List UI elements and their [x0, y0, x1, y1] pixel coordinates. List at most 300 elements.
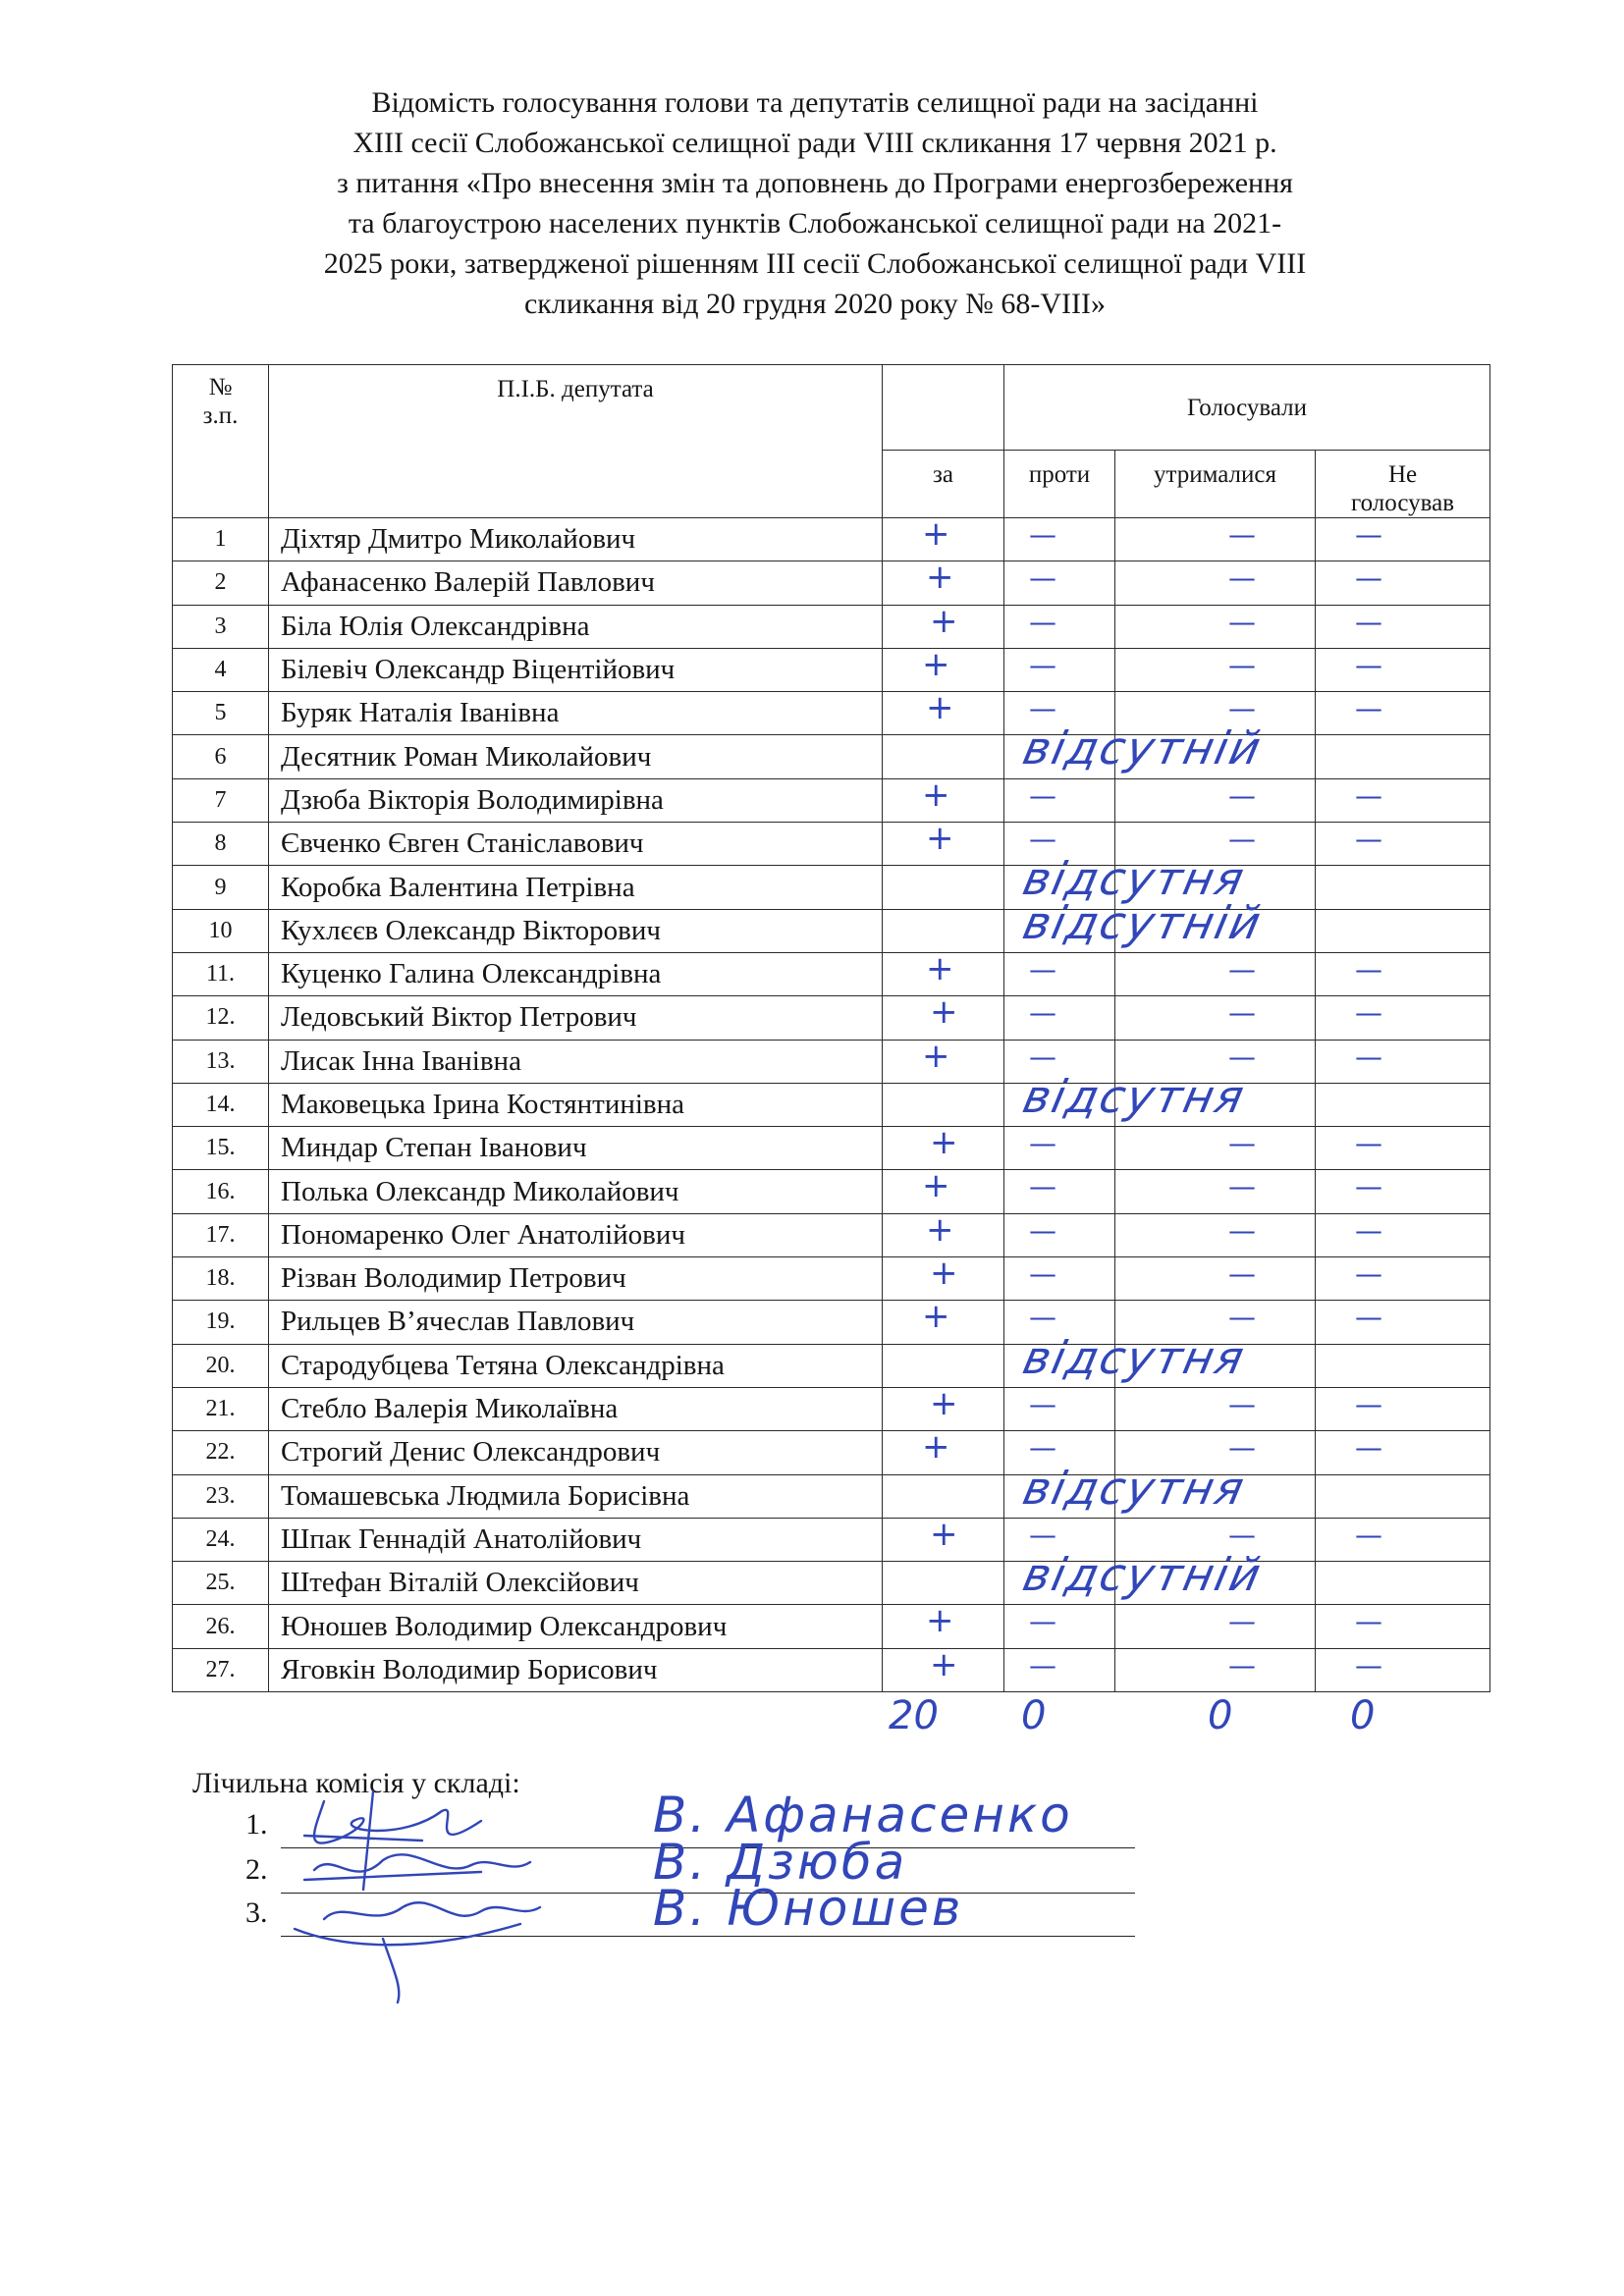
handwritten-dash-mark: — — [1029, 1518, 1056, 1551]
handwritten-plus-mark: + — [930, 1648, 958, 1684]
deputy-name: Строгий Денис Олександрович — [269, 1431, 883, 1474]
row-number: 18. — [173, 1257, 269, 1301]
handwritten-dash-mark: — — [1355, 605, 1382, 638]
vote-abstain-cell — [1115, 735, 1316, 778]
title-line: та благоустрою населених пунктів Слобожанської селищної ради на 2021- — [348, 207, 1282, 240]
vote-novote-cell — [1316, 996, 1490, 1040]
title-line: 2025 роки, затвердженої рішенням III сесії Слобожанської селищної ради VIII — [323, 247, 1307, 280]
handwritten-dash-mark: — — [1029, 1040, 1056, 1073]
handwritten-dash-mark: — — [1355, 561, 1382, 595]
vote-novote-cell — [1316, 1605, 1490, 1648]
vote-against-cell — [1004, 1387, 1115, 1430]
handwritten-dash-mark: — — [1355, 1170, 1382, 1203]
handwritten-plus-mark: + — [926, 691, 954, 728]
handwritten-dash-mark: — — [1228, 823, 1256, 856]
handwritten-dash-mark: — — [1029, 952, 1056, 986]
commission-number: 3. — [245, 1896, 268, 1929]
signature-1-stroke — [304, 1791, 422, 1890]
vote-against-cell — [1004, 1548, 1268, 1605]
table-row — [173, 866, 1490, 909]
handwritten-dash-mark: — — [1228, 1170, 1256, 1203]
deputy-name: Євченко Євген Станіславович — [269, 823, 883, 866]
handwritten-dash-mark: — — [1029, 1648, 1056, 1682]
handwritten-dash-mark: — — [1228, 952, 1256, 986]
deputy-name: Шпак Геннадій Анатолійович — [269, 1518, 883, 1561]
handwritten-plus-mark: + — [926, 561, 954, 598]
vote-against-cell — [1004, 648, 1115, 691]
vote-against-cell — [1004, 895, 1268, 952]
vote-novote-cell — [1316, 1518, 1490, 1561]
vote-abstain-cell — [1115, 1474, 1316, 1518]
table-row — [173, 1474, 1490, 1518]
handwritten-dash-mark: — — [1228, 1301, 1256, 1334]
vote-for-cell — [883, 561, 1004, 605]
commission-number: 1. — [245, 1808, 268, 1841]
handwritten-absent-note: відсутня — [1018, 1069, 1251, 1123]
commission-member-name: В. Юношев — [653, 1880, 964, 1937]
vote-against-cell — [1004, 996, 1115, 1040]
handwritten-plus-mark: + — [922, 648, 950, 684]
vote-novote-cell — [1316, 561, 1490, 605]
handwritten-dash-mark: — — [1029, 1213, 1056, 1247]
vote-novote-cell — [1316, 692, 1490, 735]
row-number: 3 — [173, 605, 269, 648]
title-line: Відомість голосування голови та депутатів селищної ради на засіданні — [371, 86, 1259, 119]
row-number: 22. — [173, 1431, 269, 1474]
vote-for-cell — [883, 605, 1004, 648]
vote-for-cell — [883, 1474, 1004, 1518]
handwritten-dash-mark: — — [1228, 1387, 1256, 1420]
vote-against-cell — [1004, 952, 1115, 995]
row-number: 9 — [173, 866, 269, 909]
handwritten-absent-note: відсутній — [1018, 1548, 1268, 1602]
vote-abstain-cell — [1115, 605, 1316, 648]
vote-for-cell — [883, 823, 1004, 866]
row-number: 13. — [173, 1040, 269, 1083]
vote-for-cell — [883, 778, 1004, 822]
vote-for-cell — [883, 692, 1004, 735]
vote-against-cell — [1004, 721, 1268, 778]
handwritten-dash-mark: — — [1228, 692, 1256, 725]
row-number: 21. — [173, 1387, 269, 1430]
deputy-name: Стебло Валерія Миколаївна — [269, 1387, 883, 1430]
deputy-name: Томашевська Людмила Борисівна — [269, 1474, 883, 1518]
vote-novote-cell — [1316, 909, 1490, 952]
header-number-symbol: № — [208, 374, 233, 400]
table-row — [173, 952, 1490, 995]
table-row — [173, 1344, 1490, 1387]
handwritten-dash-mark: — — [1355, 648, 1382, 681]
vote-for-cell — [883, 952, 1004, 995]
table-row — [173, 605, 1490, 648]
commission-label: Лічильна комісія у складі: — [192, 1767, 520, 1799]
handwritten-dash-mark: — — [1029, 518, 1056, 551]
vote-novote-cell — [1316, 1648, 1490, 1691]
row-number: 14. — [173, 1083, 269, 1126]
header-for: за — [883, 451, 1004, 518]
handwritten-plus-mark: + — [930, 1387, 958, 1423]
vote-against-cell — [1004, 1330, 1251, 1387]
header-novote — [1316, 451, 1490, 518]
handwritten-absent-note: відсутній — [1018, 895, 1268, 949]
handwritten-dash-mark: — — [1355, 1127, 1382, 1160]
vote-abstain-cell — [1115, 1170, 1316, 1213]
row-number: 8 — [173, 823, 269, 866]
deputy-name: Афанасенко Валерій Павлович — [269, 561, 883, 605]
vote-novote-cell — [1316, 866, 1490, 909]
deputy-name: Десятник Роман Миколайович — [269, 735, 883, 778]
table-row — [173, 518, 1490, 561]
handwritten-absent-note: відсутня — [1018, 1330, 1251, 1384]
vote-for-cell — [883, 1040, 1004, 1083]
table-row — [173, 1387, 1490, 1430]
table-row — [173, 909, 1490, 952]
handwritten-dash-mark: — — [1355, 1431, 1382, 1465]
vote-for-cell — [883, 996, 1004, 1040]
table-row — [173, 1648, 1490, 1691]
deputy-name: Стародубцева Тетяна Олександрівна — [269, 1344, 883, 1387]
table-row — [173, 1562, 1490, 1605]
deputy-name: Білевіч Олександр Віцентійович — [269, 648, 883, 691]
table-row — [173, 778, 1490, 822]
vote-novote-cell — [1316, 1344, 1490, 1387]
handwritten-dash-mark: — — [1228, 996, 1256, 1030]
handwritten-dash-mark: — — [1228, 561, 1256, 595]
commission-member-name: В. Афанасенко — [653, 1787, 1073, 1843]
vote-abstain-cell — [1115, 778, 1316, 822]
handwritten-dash-mark: — — [1029, 1431, 1056, 1465]
handwritten-dash-mark: — — [1355, 1387, 1382, 1420]
row-number: 11. — [173, 952, 269, 995]
row-number: 24. — [173, 1518, 269, 1561]
header-blank — [883, 365, 1004, 451]
handwritten-plus-mark: + — [922, 1040, 950, 1076]
row-number: 20. — [173, 1344, 269, 1387]
table-row — [173, 1083, 1490, 1126]
vote-novote-cell — [1316, 1474, 1490, 1518]
row-number: 25. — [173, 1562, 269, 1605]
handwritten-dash-mark: — — [1228, 1431, 1256, 1465]
vote-novote-cell — [1316, 605, 1490, 648]
vote-novote-cell — [1316, 778, 1490, 822]
handwritten-dash-mark: — — [1228, 648, 1256, 681]
signature-2-stroke — [314, 1854, 530, 1871]
handwritten-plus-mark: + — [930, 1518, 958, 1554]
handwritten-dash-mark: — — [1029, 1170, 1056, 1203]
handwritten-dash-mark: — — [1029, 1127, 1056, 1160]
row-number: 27. — [173, 1648, 269, 1691]
vote-novote-cell — [1316, 1040, 1490, 1083]
vote-abstain-cell — [1115, 648, 1316, 691]
vote-novote-cell — [1316, 735, 1490, 778]
vote-against-cell — [1004, 1648, 1115, 1691]
handwritten-plus-mark: + — [926, 1213, 954, 1250]
commission-member-name: В. Дзюба — [653, 1834, 908, 1891]
vote-novote-cell — [1316, 1387, 1490, 1430]
handwritten-dash-mark: — — [1029, 1605, 1056, 1638]
commission-number: 2. — [245, 1853, 268, 1886]
handwritten-dash-mark: — — [1228, 1127, 1256, 1160]
row-number: 5 — [173, 692, 269, 735]
handwritten-dash-mark: — — [1029, 778, 1056, 812]
handwritten-plus-mark: + — [930, 1126, 958, 1163]
vote-against-cell — [1004, 1257, 1115, 1301]
vote-novote-cell — [1316, 518, 1490, 561]
deputy-name: Миндар Степан Іванович — [269, 1127, 883, 1170]
document-title — [177, 82, 1453, 324]
vote-for-cell — [883, 1257, 1004, 1301]
vote-for-cell — [883, 1431, 1004, 1474]
vote-abstain-cell — [1115, 1387, 1316, 1430]
vote-against-cell — [1004, 1127, 1115, 1170]
vote-novote-cell — [1316, 1301, 1490, 1344]
handwritten-dash-mark: — — [1355, 1213, 1382, 1247]
handwritten-dash-mark: — — [1228, 1257, 1256, 1291]
vote-novote-cell — [1316, 1213, 1490, 1256]
voting-table-body — [173, 518, 1490, 1692]
vote-for-cell — [883, 1344, 1004, 1387]
vote-for-cell — [883, 1648, 1004, 1691]
vote-for-cell — [883, 1605, 1004, 1648]
vote-novote-cell — [1316, 1127, 1490, 1170]
handwritten-dash-mark: — — [1228, 605, 1256, 638]
header-abstain: утрималися — [1115, 451, 1316, 518]
header-number — [173, 365, 269, 518]
deputy-name: Ледовський Віктор Петрович — [269, 996, 883, 1040]
handwritten-plus-mark: + — [930, 605, 958, 641]
handwritten-dash-mark: — — [1228, 1040, 1256, 1073]
handwritten-absent-note: відсутня — [1018, 852, 1251, 906]
handwritten-plus-mark: + — [926, 822, 954, 859]
vote-novote-cell — [1316, 1170, 1490, 1213]
table-row — [173, 735, 1490, 778]
signature-1-stroke — [314, 1801, 481, 1843]
vote-abstain-cell — [1115, 1127, 1316, 1170]
total-for: 20 — [889, 1693, 939, 1738]
row-number: 15. — [173, 1127, 269, 1170]
header-novote-line1: Не — [1387, 461, 1418, 488]
table-row — [173, 648, 1490, 691]
total-against: 0 — [1021, 1693, 1047, 1738]
deputy-name: Різван Володимир Петрович — [269, 1257, 883, 1301]
vote-abstain-cell — [1115, 1344, 1316, 1387]
handwritten-signatures — [285, 1782, 569, 2007]
deputy-name: Біла Юлія Олександрівна — [269, 605, 883, 648]
vote-for-cell — [883, 1562, 1004, 1605]
table-row — [173, 996, 1490, 1040]
total-novote: 0 — [1350, 1693, 1376, 1738]
handwritten-dash-mark: — — [1355, 1518, 1382, 1551]
vote-against-cell — [1004, 1170, 1115, 1213]
handwritten-dash-mark: — — [1228, 1213, 1256, 1247]
vote-for-cell — [883, 866, 1004, 909]
table-row — [173, 1127, 1490, 1170]
handwritten-dash-mark: — — [1355, 823, 1382, 856]
vote-novote-cell — [1316, 823, 1490, 866]
vote-abstain-cell — [1115, 952, 1316, 995]
deputy-name: Куценко Галина Олександрівна — [269, 952, 883, 995]
row-number: 26. — [173, 1605, 269, 1648]
vote-for-cell — [883, 1387, 1004, 1430]
handwritten-dash-mark: — — [1355, 692, 1382, 725]
vote-abstain-cell — [1115, 518, 1316, 561]
vote-against-cell — [1004, 778, 1115, 822]
vote-novote-cell — [1316, 1562, 1490, 1605]
vote-against-cell — [1004, 1461, 1251, 1518]
handwritten-absent-note: відсутня — [1018, 1461, 1251, 1515]
vote-abstain-cell — [1115, 561, 1316, 605]
vote-abstain-cell — [1115, 1213, 1316, 1256]
handwritten-plus-mark: + — [922, 1300, 950, 1337]
table-row — [173, 1257, 1490, 1301]
title-line: XIII сесії Слобожанської селищної ради VIII скликання 17 червня 2021 р. — [352, 127, 1277, 159]
row-number: 12. — [173, 996, 269, 1040]
handwritten-dash-mark: — — [1029, 692, 1056, 725]
signature-3-stroke — [324, 1902, 540, 1919]
table-row — [173, 823, 1490, 866]
vote-against-cell — [1004, 518, 1115, 561]
title-line: з питання «Про внесення змін та доповнень до Програми енергозбереження — [337, 167, 1293, 199]
vote-against-cell — [1004, 1213, 1115, 1256]
table-row — [173, 1518, 1490, 1561]
voting-table — [172, 364, 1490, 1692]
table-row — [173, 561, 1490, 605]
handwritten-dash-mark: — — [1355, 996, 1382, 1030]
title-line: скликання від 20 грудня 2020 року № 68-VIII» — [523, 288, 1107, 320]
vote-against-cell — [1004, 1069, 1251, 1126]
header-voted: Голосували — [1004, 365, 1490, 451]
handwritten-dash-mark: — — [1228, 1605, 1256, 1638]
vote-for-cell — [883, 518, 1004, 561]
deputy-name: Рильцев В’ячеслав Павлович — [269, 1301, 883, 1344]
handwritten-dash-mark: — — [1029, 996, 1056, 1030]
vote-abstain-cell — [1115, 1648, 1316, 1691]
handwritten-dash-mark: — — [1029, 605, 1056, 638]
row-number: 17. — [173, 1213, 269, 1256]
handwritten-dash-mark: — — [1355, 1605, 1382, 1638]
deputy-name: Кухлєєв Олександр Вікторович — [269, 909, 883, 952]
header-against: проти — [1004, 451, 1115, 518]
header-number-abbr: з.п. — [202, 402, 239, 429]
vote-novote-cell — [1316, 648, 1490, 691]
deputy-name: Коробка Валентина Петрівна — [269, 866, 883, 909]
vote-novote-cell — [1316, 1431, 1490, 1474]
table-row — [173, 1605, 1490, 1648]
vote-for-cell — [883, 1301, 1004, 1344]
handwritten-dash-mark: — — [1029, 561, 1056, 595]
handwritten-plus-mark: + — [930, 1256, 958, 1294]
handwritten-dash-mark: — — [1355, 1257, 1382, 1291]
handwritten-plus-mark: + — [922, 1169, 950, 1206]
table-row — [173, 1170, 1490, 1213]
vote-against-cell — [1004, 1605, 1115, 1648]
deputy-name: Штефан Віталій Олексійович — [269, 1562, 883, 1605]
vote-novote-cell — [1316, 952, 1490, 995]
table-row — [173, 1431, 1490, 1474]
vote-for-cell — [883, 909, 1004, 952]
deputy-name: Полька Олександр Миколайович — [269, 1170, 883, 1213]
handwritten-dash-mark: — — [1355, 1301, 1382, 1334]
handwritten-dash-mark: — — [1228, 1518, 1256, 1551]
row-number: 4 — [173, 648, 269, 691]
header-name: П.І.Б. депутата — [269, 365, 883, 518]
vote-abstain-cell — [1115, 1562, 1316, 1605]
vote-novote-cell — [1316, 1257, 1490, 1301]
handwritten-dash-mark: — — [1029, 1301, 1056, 1334]
deputy-name: Яговкін Володимир Борисович — [269, 1648, 883, 1691]
vote-abstain-cell — [1115, 1257, 1316, 1301]
handwritten-dash-mark: — — [1228, 518, 1256, 551]
table-row — [173, 1301, 1490, 1344]
deputy-name: Буряк Наталія Іванівна — [269, 692, 883, 735]
vote-abstain-cell — [1115, 996, 1316, 1040]
vote-for-cell — [883, 1127, 1004, 1170]
handwritten-dash-mark: — — [1228, 1648, 1256, 1682]
handwritten-dash-mark: — — [1355, 952, 1382, 986]
handwritten-absent-note: відсутній — [1018, 721, 1268, 775]
handwritten-plus-mark: + — [926, 952, 954, 988]
handwritten-dash-mark: — — [1355, 1648, 1382, 1682]
handwritten-dash-mark: — — [1228, 778, 1256, 812]
vote-abstain-cell — [1115, 1083, 1316, 1126]
handwritten-plus-mark: + — [926, 1604, 954, 1641]
handwritten-plus-mark: + — [930, 995, 958, 1033]
deputy-name: Юношев Володимир Олександрович — [269, 1605, 883, 1648]
row-number: 16. — [173, 1170, 269, 1213]
handwritten-dash-mark: — — [1355, 778, 1382, 812]
handwritten-dash-mark: — — [1029, 1257, 1056, 1291]
handwritten-dash-mark: — — [1355, 518, 1382, 551]
row-number: 2 — [173, 561, 269, 605]
handwritten-dash-mark: — — [1029, 1387, 1056, 1420]
row-number: 19. — [173, 1301, 269, 1344]
deputy-name: Пономаренко Олег Анатолійович — [269, 1213, 883, 1256]
table-row — [173, 692, 1490, 735]
vote-against-cell — [1004, 561, 1115, 605]
vote-against-cell — [1004, 605, 1115, 648]
handwritten-plus-mark: + — [922, 517, 950, 554]
signature-2-stroke — [304, 1872, 481, 1880]
vote-abstain-cell — [1115, 909, 1316, 952]
handwritten-plus-mark: + — [922, 778, 950, 815]
header-novote-line2: голосував — [1350, 490, 1455, 516]
table-row — [173, 1213, 1490, 1256]
row-number: 23. — [173, 1474, 269, 1518]
vote-for-cell — [883, 735, 1004, 778]
row-number: 7 — [173, 778, 269, 822]
deputy-name: Дзюба Вікторія Володимирівна — [269, 778, 883, 822]
deputy-name: Діхтяр Дмитро Миколайович — [269, 518, 883, 561]
handwritten-dash-mark: — — [1029, 823, 1056, 856]
vote-for-cell — [883, 1170, 1004, 1213]
row-number: 1 — [173, 518, 269, 561]
deputy-name: Маковецька Ірина Костянтинівна — [269, 1083, 883, 1126]
row-number: 6 — [173, 735, 269, 778]
vote-for-cell — [883, 648, 1004, 691]
handwritten-dash-mark: — — [1355, 1040, 1382, 1073]
total-abstain: 0 — [1208, 1693, 1233, 1738]
deputy-name: Лисак Інна Іванівна — [269, 1040, 883, 1083]
vote-abstain-cell — [1115, 1605, 1316, 1648]
table-row — [173, 1040, 1490, 1083]
vote-novote-cell — [1316, 1083, 1490, 1126]
vote-for-cell — [883, 1518, 1004, 1561]
vote-for-cell — [883, 1083, 1004, 1126]
vote-for-cell — [883, 1213, 1004, 1256]
handwritten-dash-mark: — — [1029, 648, 1056, 681]
handwritten-plus-mark: + — [922, 1430, 950, 1468]
row-number: 10 — [173, 909, 269, 952]
